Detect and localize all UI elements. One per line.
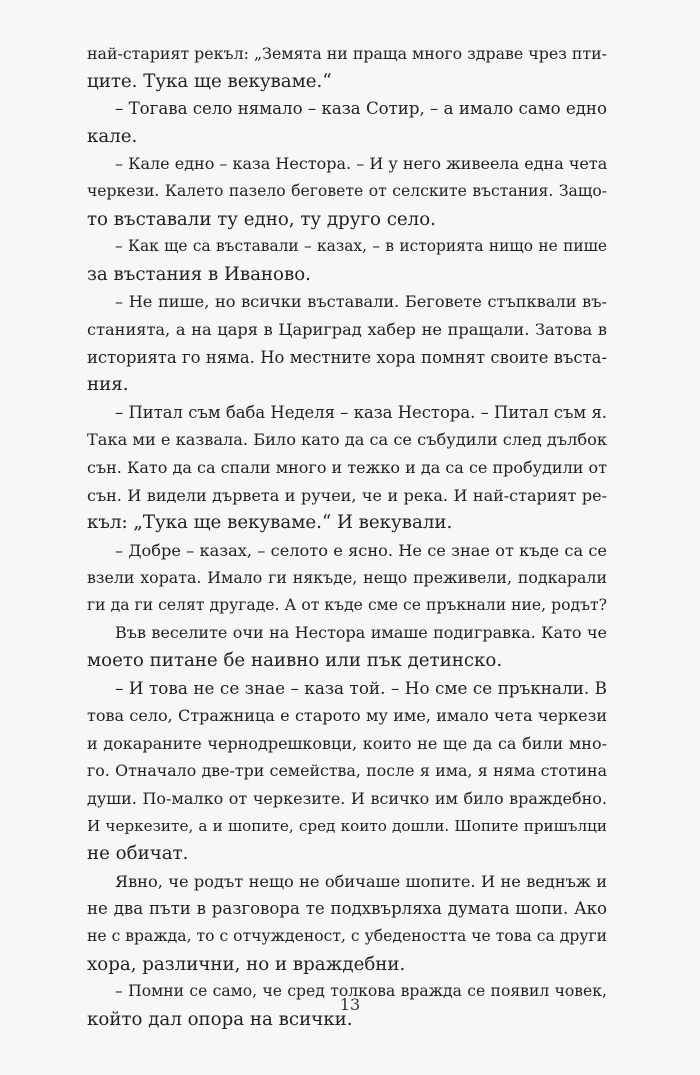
text-line: който дал опора на всички. (87, 1008, 353, 1030)
text-line: – Питал съм баба Неделя – каза Нестора. – Питал съм я. (115, 402, 607, 422)
text-line: Във веселите очи на Нестора имаше подигравка. Като че (115, 623, 607, 643)
text-line: сън. Като да са спали много и тежко и да са се пробудили от (87, 457, 607, 477)
text-line: – Кале едно – каза Нестора. – И у него живеела една чета (115, 154, 608, 174)
text-line: души. По-малко от черкезите. И всичко им било враждебно. (87, 789, 607, 809)
text-line: къл: „Тука ще векуваме.“ И векували. (87, 512, 453, 534)
text-line: моето питане бе наивно или пък детинско. (87, 650, 503, 672)
text-line: ците. Тука ще векуваме.“ (87, 70, 332, 92)
text-line: – Помни се само, че сред толкова вражда се появил човек, (115, 982, 607, 1001)
text-line: взели хората. Имало ги някъде, нещо преживели, подкарали (87, 568, 607, 588)
text-line: хора, различни, но и враждебни. (87, 953, 406, 975)
text-line: И черкезите, а и шопите, сред които дошли. Шопите пришълци (87, 816, 607, 835)
text-line: сън. И видели дървета и ручеи, че и река. И най-старият ре- (87, 485, 607, 505)
page-number: 13 (339, 995, 361, 1014)
text-line: не два пъти в разговора те подхвърляха думата шопи. Ако (87, 899, 607, 919)
text-line: то въставали ту едно, ту друго село. (87, 208, 436, 230)
text-line: – Как ще са въставали – казах, – в историята нищо не пише (115, 237, 607, 256)
text-line: кале. (87, 125, 138, 147)
text-line: го. Отначало две-три семейства, после я има, я няма стотина (87, 761, 607, 781)
text-line: историята го няма. Но местните хора помнят своите въста- (87, 347, 607, 367)
text-line: – И това не се знае – каза той. – Но сме се пръкнали. В (115, 677, 607, 698)
text-line: не обичат. (87, 843, 189, 865)
text-line: ги да ги селят другаде. А от къде сме се пръкнали ние, родът? (87, 595, 607, 614)
text-line: за въстания в Иваново. (87, 263, 311, 285)
text-line: Явно, че родът нещо не обичаше шопите. И не веднъж и (115, 871, 607, 891)
text-line: не с вражда, то с отчужденост, с убедеността че това са други (87, 927, 608, 945)
text-line: черкези. Калето пазело беговете от селските въстания. Защо- (87, 181, 607, 200)
book-page-text (87, 40, 607, 1033)
text-line: – Добре – казах, – селото е ясно. Не се знае от къде са се (115, 540, 607, 560)
text-line: Така ми е казвала. Било като да са се събудили след дълбок (87, 430, 607, 450)
text-line: ния. (87, 374, 129, 396)
text-line: най-старият рекъл: „Земята ни праща много здраве чрез пти- (87, 44, 607, 63)
text-line: – Не пише, но всички въставали. Беговете стъпквали въ- (115, 292, 607, 312)
text-line: това село, Стражница е старото му име, имало чета черкези (87, 706, 607, 726)
text-line: – Тогава село нямало – каза Сотир, – а имало само едно (115, 99, 607, 119)
text-line: и докараните чернодрешковци, които не ще да са били мно- (87, 733, 607, 753)
text-line: станията, а на царя в Цариград хабер не пращали. Затова в (87, 319, 607, 339)
